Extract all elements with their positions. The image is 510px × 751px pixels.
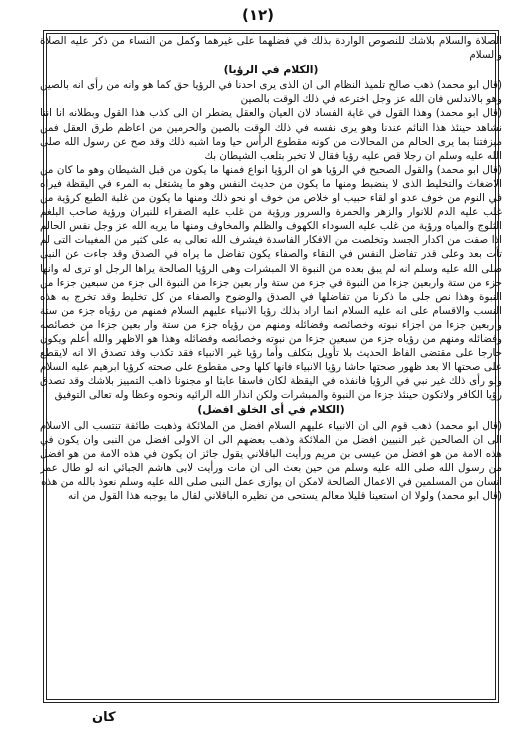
page-number: (١٢) xyxy=(241,6,275,24)
paragraph: (قال ابو محمد) ذهب قوم الى ان الانبياء عليهم السلام افضل من الملائكة وذهبت طائفة تنتسب الى الاسلام الى ان الصالحين غير النبيين افضل من الملائكة وذهب بعضهم الى ان الاولى افضل من النبى وان يكون في هذه الامة من هو افضل من عيسى بن مريم ورأيت الباقلاني يقول جائز ان يكون في هذه الامة من هو افضل من رسول الله صلى الله عليه وسلم من حين بعث الى ان مات ورأيت لابى هاشم الجبائي انه لو طال عمر انسان من المسلمين في الاعمال الصالحة لامكن ان يوازى عمل النبى صلى الله عليه وسلم نعوذ بالله من هذه xyxy=(40,419,502,488)
paragraph: (قال ابو محمد) ولولا ان استعينا قليلا معالم يستحى من نظيره الباقلاني لقال ما يوجبه هذا القول من انه xyxy=(68,490,502,502)
section-heading-best-creation: (الكلام في أى الخلق افضل) xyxy=(197,403,345,417)
paragraph: (قال ابو محمد) وهذا القول في غاية الفساد لان العيان والعقل يضطر ان الى كذب هذا القول وبطلانه انا اننا نشاهد حينئذ هذا النائم عندنا وهو يرى نفسه في ذلك الوقت بالصين والحرمين من اعاظم طرق العقل فمن ميزفتنا بما يرى الحالم من المحالات من كونه مقطوع الرأس حيا وما اشبه ذلك وقد صح عن رسول الله صلى الله عليه وسلم ان رجلا قص عليه رؤيا فقال لا تخبر بتلعب الشيطان بك xyxy=(40,107,502,162)
section-heading-dreams: (الكلام في الرؤيا) xyxy=(223,63,319,77)
paragraph: (قال ابو محمد) والقول الصحيح في الرؤيا هو ان الرؤيا انواع فمنها ما يكون من قبل الشيطان وهو ما كان من الاضغاث والتخليط الذى لا ينضبط ومنها ما يكون من حديث النفس وهو ما يشتغل به المرء في اليقظة فيراه في النوم من خوف عدو او لقاء حبيب او خلاص من خوف او نحو ذلك ومنها ما يكون من غلبة الطبع كرؤية من غلب عليه الدم للانوار والزهر والحمرة والسرور ورؤية من غلب عليه الصفراء للنيران ورؤية صاحب البلغم الثلوج والمياه ورؤية من غلب عليه السوداء الكهوف والظلم والمخاوف ومنها ما يريه الله عز وجل نفس الحالم اذا صفت من اكدار الجسد وتخلصت من الافكار الفاسدة فيشرف الله تعالى به على كثير من المغيبات التى لم تأت بعد وعلى قدر تفاضل النفس في النقاء والصفاء يكون تفاضل ما يراه في الصدق وقد جاءت عن النبى صلى الله عليه وسلم انه لم يبق بعده من النبوة الا المبشرات وهى الرؤيا الصالحة يراها الرجل او ترى له وانها جزء من ستة واربعين جزءا من النبوة في جزء من ستة وار بعين جزءا من النبوة الى جزء من سبعين جزءا من النبوة وهذا نص جلى ما ذكرنا من تفاضلها في الصدق والوضوح والصفاء من كل تخليط وقد تخرج به هذه النسب والاقسام على انه عليه السلام انما اراد بذلك رؤيا الانبياء عليهم السلام فمنهم من رؤياه جزء من ستة واربعين جزءا من اجزاء نبوته وخصائصه وفضائله ومنهم من رؤياه جزء من ستة وار بعين جزءا من خصائصه وفضائله ومنهم من رؤياه جزء من سبعين جزءا من نبوته وخصائصه وفضائله وهذا هو الاظهر والله أعلم ويكون خارجا على مقتضى الفاظ الحديث بلا تأويل بتكلف وأما رؤيا غير الانبياء فقد تكذب وقد تصدق الا انه لايقطع على صحتها الا بعد ظهور صحتها حاشا رؤيا الانبياء فانها كلها وحى مقطوع على صحته كرؤيا ابرهيم عليه السلام ولو رأى ذلك غير نبي في الرؤيا فانفذه في اليقظة لكان فاسقا عابثا او مجنونا ذاهب التمييز بلاشك وقد تصدق رؤيا الكافر ولاتكون حينئذ جزءا من النبوة والمبشرات ولكن انذار الله الرائيه ونحوه وعظا وله تعالى التوفيق xyxy=(40,163,502,402)
catchword: كان xyxy=(92,710,116,725)
paragraph: الصلاة والسلام بلاشك للنصوص الواردة بذلك في فضلهما على غيرهما وكمل من النساء من ذكر عليه الصلاة والسلام xyxy=(40,35,502,62)
paragraph: (قال ابو محمد) ذهب صالح تلميذ النظام الى ان الذى يرى احدنا في الرؤيا حق كما هو وانه من رأى انه بالصين وهو بالاندلس فان الله عز وجل اخترعه في ذلك الوقت بالصين xyxy=(40,79,502,106)
main-text xyxy=(40,34,502,702)
